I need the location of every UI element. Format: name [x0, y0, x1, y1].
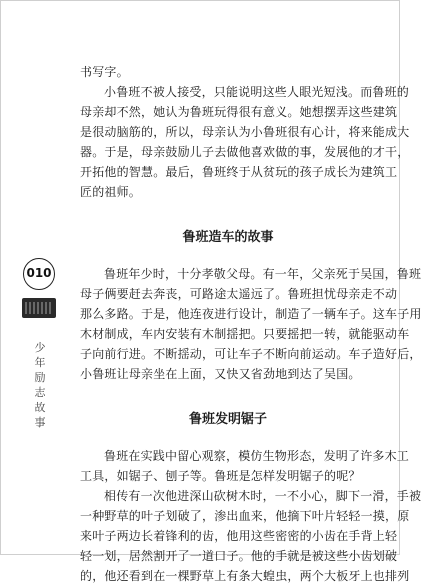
section-heading: 鲁班发明锯子 [188, 412, 267, 427]
text-line: 开拓他的智慧。最后，鲁班终于从贫玩的孩子成长为建筑工 [80, 165, 398, 179]
series-title-char: 年 [34, 356, 46, 369]
text-line: 子向前行进。不断揺动，可让车子不断向前运动。车子造好后， [80, 347, 422, 361]
paragraph [80, 82, 410, 202]
series-title-char: 故 [34, 401, 46, 414]
series-title-char: 少 [34, 341, 46, 354]
text-line: 母亲却不然，她认为鲁班玩得很有意义。她想摆弄这些建筑 [80, 105, 398, 119]
text-line: 鲁班在实践中留心观察，模仿生物形态，发明了许多木工 [104, 449, 410, 463]
text-line: 母子俩要赶去奔丧，可路途太遥远了。鲁班担忧母亲走不动 [80, 287, 398, 301]
series-title-char: 志 [34, 386, 46, 399]
text-line: 器。于是，母亲鼓励儿子去做他喜欢做的事，发展他的才干， [80, 145, 410, 159]
series-title-char: 励 [34, 371, 46, 384]
paragraph [80, 446, 410, 486]
text-line: 鲁班年少时，十分孝敬父母。有一年，父亲死于吴国，鲁班 [104, 267, 422, 281]
text-line: 的，他还看到在一棵野草上有条大蝗虫，两个大板牙上也排列 [80, 569, 410, 583]
text-line: 一种野草的叶子划破了，渗出血来，他摘下叶片轻轻一摸，原 [80, 509, 410, 523]
series-title-char: 事 [34, 416, 46, 429]
series-logo-image [22, 298, 56, 318]
paragraph [80, 62, 376, 82]
page-body [80, 62, 422, 586]
text-line: 木材制成，车内安装有木制揺把。只要摇把一转，就能驱动车 [80, 327, 410, 341]
text-line: 匠的祖师。 [80, 185, 142, 199]
text-line: 那么多路。于是，他连夜进行设计，制造了一辆车子。这车子用 [80, 307, 422, 321]
page-margin-sidebar [22, 258, 58, 430]
text-line: 轻一划，居然割开了一道口子。他的手就是被这些小齿划破 [80, 549, 398, 563]
text-line: 是很动脑筋的，所以，母亲认为小鲁班很有心计，将来能成大 [80, 125, 410, 139]
series-title [33, 340, 47, 430]
text-line: 相传有一次他进深山砍树木时，一不小心，脚下一滑，手被 [104, 489, 422, 503]
text-line: 来叶子两边长着锋利的齿，他用这些密密的小齿在手背上轻 [80, 529, 398, 543]
paragraph [80, 486, 422, 586]
text-line: 小鲁班让母亲坐在上面，又快又省劲地到达了吴国。 [80, 367, 361, 381]
section-heading: 鲁班造车的故事 [182, 230, 274, 245]
text-line: 工具，如锯子、刨子等。鲁班是怎样发明锯子的呢？ [80, 469, 361, 483]
text-line: 小鲁班不被人接受，只能说明这些人眼光短浅。而鲁班的 [104, 85, 410, 99]
paragraph [80, 264, 422, 384]
page-number: 010 [23, 258, 55, 290]
text-line: 书写字。 [80, 65, 129, 79]
